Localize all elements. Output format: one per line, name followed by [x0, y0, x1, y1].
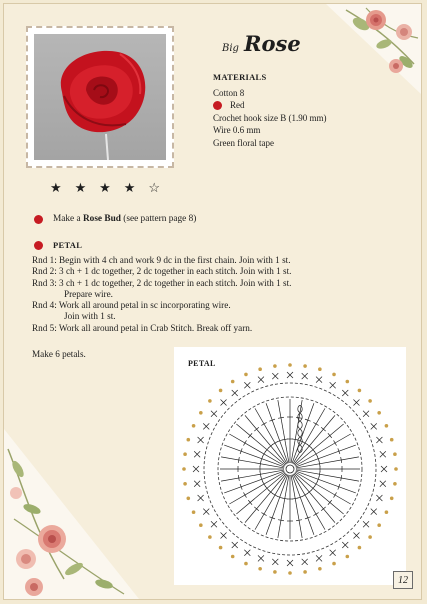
crab-stitch-dot: [390, 497, 394, 501]
stitch-crossbar: [263, 481, 266, 486]
stitch-crossbar: [302, 493, 307, 496]
dc-stitch-line: [221, 470, 284, 481]
crab-stitch-dot: [358, 546, 362, 550]
rating-star-filled: ★: [50, 181, 62, 196]
page-number: 12: [393, 571, 413, 589]
crab-stitch-dot: [244, 562, 248, 566]
chain-stitch-mark: [298, 422, 302, 429]
crab-stitch-dot: [377, 411, 381, 415]
petal-stitch-diagram: [174, 347, 406, 585]
crab-stitch-dot: [385, 510, 389, 514]
page-title: [222, 31, 301, 56]
bud-prefix: Make a: [53, 214, 81, 224]
round-line: Rnd 3: 3 ch + 1 dc together, 2 dc together in each stitch. Join with 1 st.: [32, 277, 292, 288]
title-name: Rose: [244, 31, 301, 56]
red-color-swatch-icon: [213, 101, 222, 110]
stitch-crossbar: [265, 447, 269, 452]
rating-star-filled: ★: [99, 181, 111, 196]
center-ring: [286, 465, 294, 473]
crab-stitch-dot: [394, 467, 398, 471]
rose-photo-frame: [26, 26, 174, 168]
stitch-crossbar: [314, 481, 317, 486]
crab-stitch-dot: [199, 523, 203, 527]
chain-stitch-mark: [298, 430, 302, 437]
crab-stitch-dot: [318, 367, 322, 371]
stitch-crossbar: [243, 440, 246, 445]
crab-stitch-dot: [183, 452, 187, 456]
crab-stitch-dot: [303, 364, 307, 368]
rose-bud-instruction: [34, 214, 196, 224]
stitch-crossbar: [328, 500, 332, 505]
dc-stitch-line: [296, 470, 359, 481]
stitch-crossbar: [254, 427, 259, 431]
bud-link-text: Rose Bud: [82, 214, 121, 224]
stitch-crossbar: [248, 433, 252, 438]
crab-stitch-dot: [346, 380, 350, 384]
difficulty-rating: [50, 181, 160, 196]
crab-stitch-dot: [288, 571, 292, 575]
stitch-crossbar: [268, 490, 273, 494]
stitch-crossbar: [248, 500, 252, 505]
rating-star-filled: ★: [74, 181, 87, 196]
round-line: Rnd 4: Work all around petal in sc incorporating wire.: [32, 300, 231, 311]
chain-stitch-mark: [298, 414, 302, 421]
material-item-color: [213, 99, 326, 112]
rose-corner-decoration: [326, 4, 421, 94]
stitch-crossbar: [272, 493, 277, 496]
crab-stitch-dot: [192, 510, 196, 514]
round-line-continuation: Prepare wire.: [64, 288, 113, 299]
crab-stitch-dot: [332, 373, 336, 377]
crab-stitch-dot: [273, 570, 277, 574]
stitch-crossbar: [261, 513, 266, 516]
crab-stitch-dot: [231, 555, 235, 559]
round-line-continuation: Join with 1 st.: [64, 311, 116, 322]
title-prefix: Big: [222, 43, 239, 54]
stitch-crossbar: [302, 442, 307, 445]
stitch-crossbar: [321, 507, 326, 511]
crab-stitch-dot: [244, 373, 248, 377]
crab-stitch-dot: [219, 389, 223, 393]
crab-stitch-dot: [368, 399, 372, 403]
bullet-dot-icon: [34, 215, 43, 224]
stitch-crossbar: [261, 422, 266, 425]
round-line: Rnd 1: Begin with 4 ch and work 9 dc in the first chain. Join with 1 st.: [32, 255, 291, 265]
crab-stitch-dot: [377, 523, 381, 527]
stitch-crossbar: [334, 492, 337, 497]
crab-stitch-dot: [390, 438, 394, 442]
crab-stitch-dot: [258, 567, 262, 571]
crab-stitch-dot: [273, 364, 277, 368]
crab-stitch-dot: [332, 562, 336, 566]
material-item: Crochet hook size B (1.90 mm): [213, 112, 327, 123]
crab-stitch-dot: [192, 424, 196, 428]
stitch-crossbar: [272, 442, 277, 445]
diagram-title: PETAL: [188, 359, 216, 368]
rating-star-empty: ☆: [148, 181, 160, 196]
stitch-crossbar: [307, 444, 312, 448]
stitch-crossbar: [263, 451, 266, 456]
crab-stitch-dot: [208, 399, 212, 403]
dc-stitch-line: [296, 457, 359, 468]
materials-heading: MATERIALS: [213, 72, 267, 82]
stitch-crossbar: [334, 440, 337, 445]
dc-stitch-line: [291, 400, 302, 463]
petal-rounds: [32, 255, 291, 334]
crab-stitch-dot: [258, 367, 262, 371]
crab-stitch-dot: [385, 424, 389, 428]
rose-photo: [34, 34, 166, 160]
crab-stitch-dot: [393, 482, 397, 486]
rating-star-filled: ★: [123, 181, 136, 196]
stitch-crossbar: [311, 486, 315, 491]
stitch-crossbar: [328, 433, 332, 438]
material-item: Wire 0.6 mm: [213, 125, 261, 135]
crab-stitch-dot: [346, 555, 350, 559]
crab-stitch-dot: [393, 452, 397, 456]
stitch-crossbar: [313, 422, 318, 425]
bud-suffix: (see pattern page 8): [123, 214, 197, 224]
stitch-crossbar: [307, 490, 312, 494]
material-color-label: Red: [230, 100, 245, 110]
dc-stitch-line: [278, 400, 289, 463]
rose-corner-decoration-bottom: [4, 429, 139, 599]
pattern-page: [3, 3, 422, 600]
dc-stitch-line: [278, 475, 289, 538]
crochet-chart: [174, 347, 406, 585]
materials-list: [213, 71, 326, 149]
crab-stitch-dot: [199, 411, 203, 415]
stitch-crossbar: [314, 451, 317, 456]
petal-section-heading: [34, 240, 82, 250]
material-item: Green floral tape: [213, 137, 274, 148]
material-item: Cotton 8: [213, 87, 245, 98]
crab-stitch-dot: [219, 546, 223, 550]
rose-illustration: [34, 34, 166, 160]
round-line: Rnd 5: Work all around petal in Crab Stitch. Break off yarn.: [32, 322, 253, 333]
stitch-crossbar: [313, 513, 318, 516]
crab-stitch-dot: [208, 535, 212, 539]
crab-stitch-dot: [186, 497, 190, 501]
stitch-crossbar: [265, 486, 269, 491]
petal-heading: PETAL: [53, 240, 83, 250]
stitch-crossbar: [254, 507, 259, 511]
stitch-crossbar: [311, 447, 315, 452]
crab-stitch-dot: [183, 482, 187, 486]
crab-stitch-dot: [303, 570, 307, 574]
crab-stitch-dot: [182, 467, 186, 471]
bullet-dot-icon: [34, 241, 43, 250]
stitch-crossbar: [321, 427, 326, 431]
crab-stitch-dot: [318, 567, 322, 571]
dc-stitch-line: [221, 457, 284, 468]
crab-stitch-dot: [368, 535, 372, 539]
crab-stitch-dot: [358, 389, 362, 393]
dc-stitch-line: [291, 475, 302, 538]
petals-count-note: Make 6 petals.: [32, 349, 86, 359]
crab-stitch-dot: [231, 380, 235, 384]
round-line: Rnd 2: 3 ch + 1 dc together, 2 dc together in each stitch. Join with 1 st.: [32, 266, 292, 277]
stitch-crossbar: [268, 444, 273, 448]
crab-stitch-dot: [186, 438, 190, 442]
crab-stitch-dot: [288, 363, 292, 367]
stitch-crossbar: [243, 492, 246, 497]
